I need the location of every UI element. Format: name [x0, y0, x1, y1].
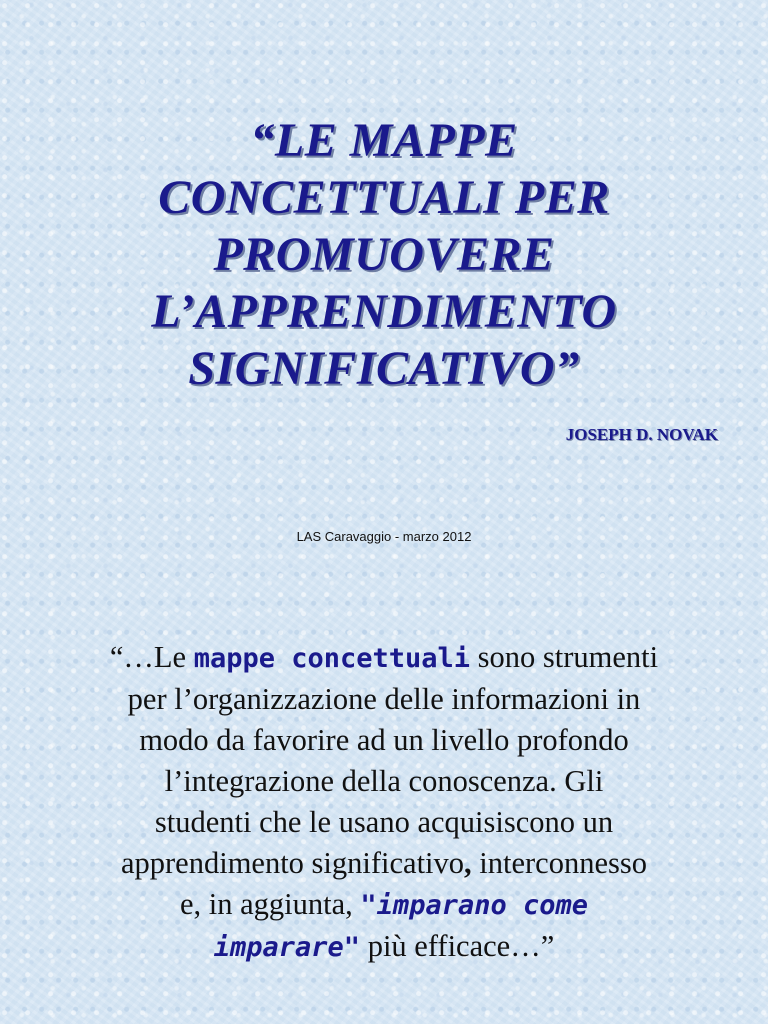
quote-text: e, in aggiunta, [180, 887, 361, 921]
quote-line-4: l’integrazione della conoscenza. Gli [164, 764, 604, 798]
quote-text: sono strumenti [470, 640, 659, 674]
quote-text: più efficace…” [360, 929, 555, 963]
quote-line-1 [20, 637, 748, 679]
quote-text: interconnesso [471, 846, 647, 880]
highlight-imparare: imparare" [213, 932, 361, 963]
quote-text: apprendimento significativo [120, 846, 465, 880]
highlight-imparano-come: "imparano come [360, 890, 588, 921]
quote-line-3: modo da favorire ad un livello profondo [139, 723, 629, 757]
quote-line-5: studenti che le usano acquisiscono un [154, 805, 614, 839]
quote-line-8 [20, 926, 748, 968]
quote-line-6 [20, 843, 748, 884]
title-line-4: L’APPRENDIMENTO [151, 285, 617, 338]
title-line-2: CONCETTUALI PER [158, 171, 610, 224]
author-name: JOSEPH D. NOVAK [565, 425, 718, 444]
slide-title [0, 112, 768, 397]
quote-text: “…Le [109, 640, 194, 674]
quote-line-2: per l’organizzazione delle informazioni in [127, 682, 641, 716]
highlight-mappe-concettuali: mappe concettuali [193, 643, 471, 674]
title-line-1: “LE MAPPE [250, 114, 518, 167]
quote-line-7 [20, 884, 748, 926]
footer-note: LAS Caravaggio - marzo 2012 [296, 529, 472, 544]
title-line-5: SIGNIFICATIVO” [188, 342, 580, 395]
quote-comma: , [464, 846, 472, 880]
title-line-3: PROMUOVERE [213, 228, 555, 281]
quote-block [20, 637, 748, 968]
